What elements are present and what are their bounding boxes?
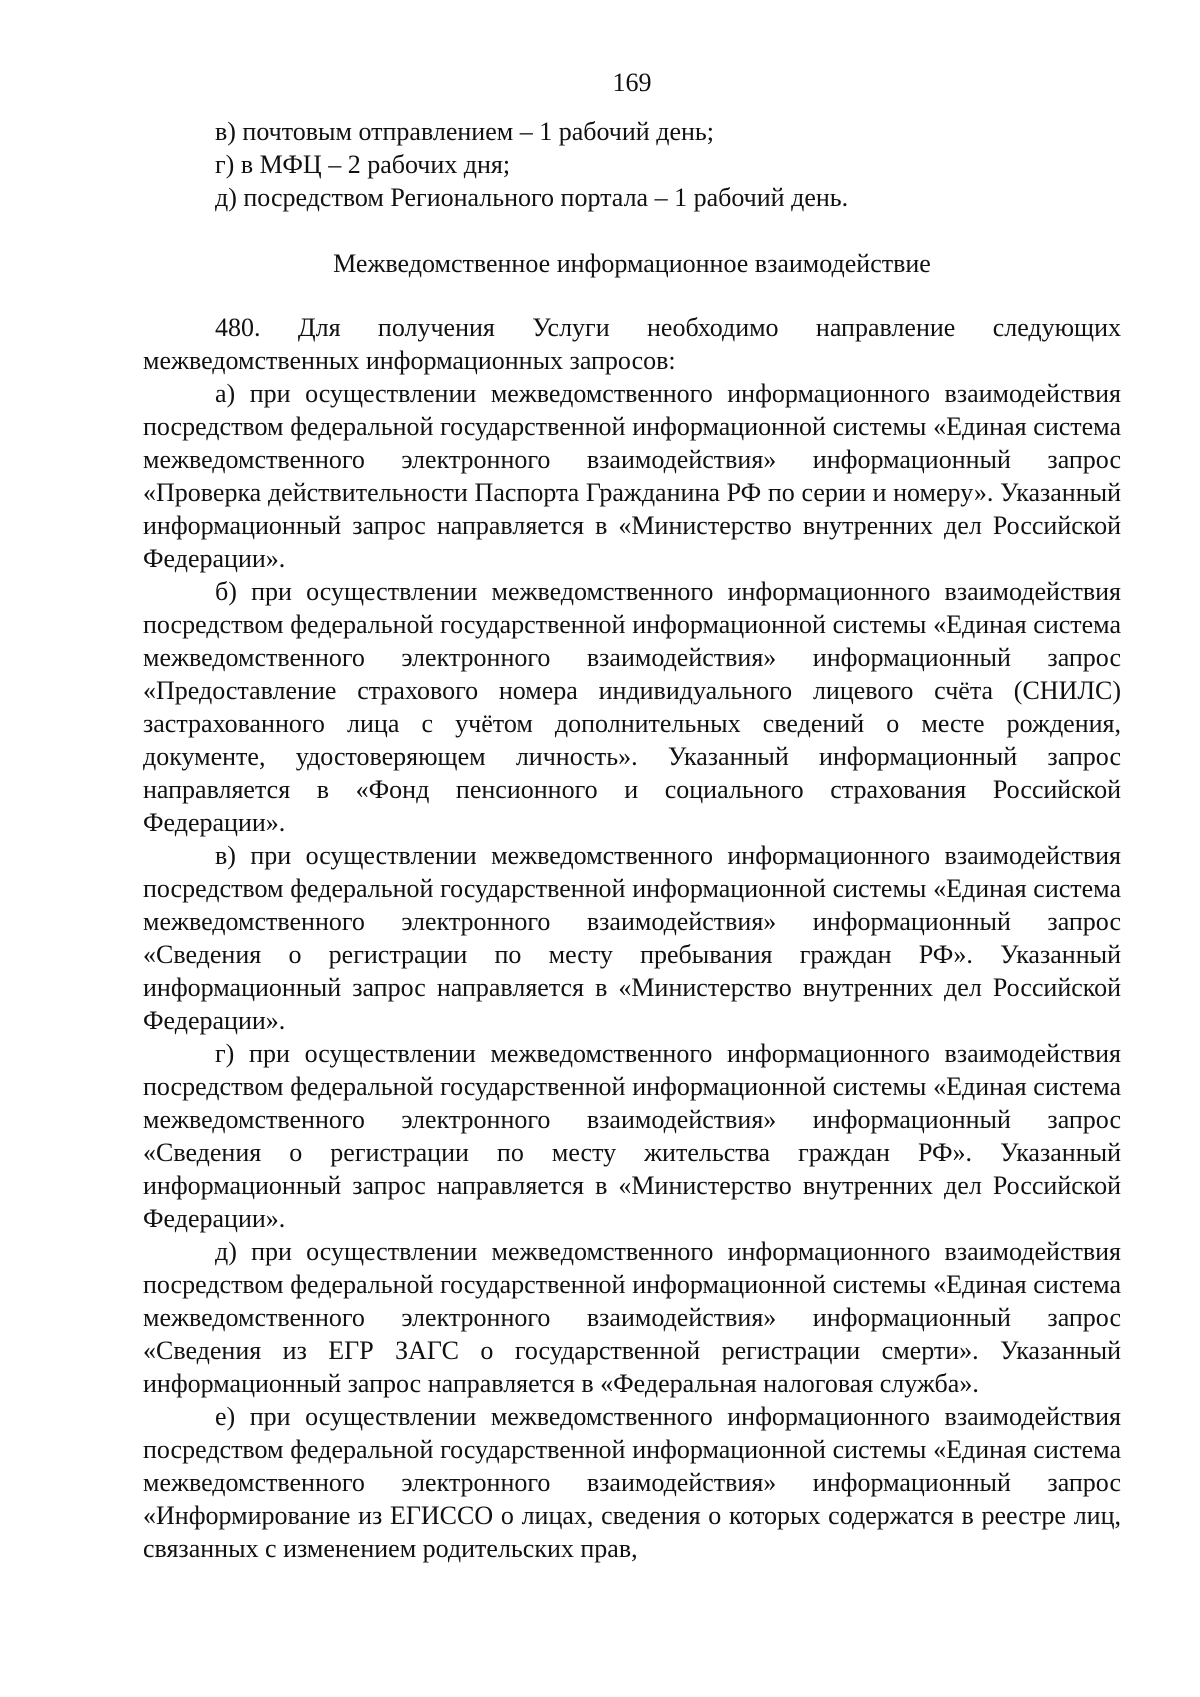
- delivery-terms-list: [215, 115, 1115, 214]
- delivery-term-item: в) почтовым отправлением – 1 рабочий день;: [215, 117, 714, 146]
- paragraph-item-d: д) при осуществлении межведомственного информационного взаимодействия посредством федеральной государственной информационной системы «Единая система межведомственного электронного взаимодействия» информационный запрос «Сведения из ЕГР ЗАГС о государственной регистрации смерти». Указанный информационный запрос направляется в «Федеральная налоговая служба».: [143, 1237, 1121, 1398]
- delivery-term-item: г) в МФЦ – 2 рабочих дня;: [215, 150, 511, 179]
- paragraph-item-v: в) при осуществлении межведомственного информационного взаимодействия посредством федеральной государственной информационной системы «Единая система межведомственного электронного взаимодействия» информационный запрос «Сведения о регистрации по месту пребывания граждан РФ». Указанный информационный запрос направляется в «Министерство внутренних дел Российской Федерации».: [143, 841, 1121, 1035]
- paragraph-item-g: г) при осуществлении межведомственного информационного взаимодействия посредством федеральной государственной информационной системы «Единая система межведомственного электронного взаимодействия» информационный запрос «Сведения о регистрации по месту жительства граждан РФ». Указанный информационный запрос направляется в «Министерство внутренних дел Российской Федерации».: [143, 1039, 1121, 1233]
- paragraph-item-b: б) при осуществлении межведомственного информационного взаимодействия посредством федеральной государственной информационной системы «Единая система межведомственного электронного взаимодействия» информационный запрос «Предоставление страхового номера индивидуального лицевого счёта (СНИЛС) застрахованного лица с учётом дополнительных сведений о месте рождения, документе, удостоверяющем личность». Указанный информационный запрос направляется в «Фонд пенсионного и социального страхования Российской Федерации».: [143, 577, 1121, 837]
- paragraph-item-e: е) при осуществлении межведомственного информационного взаимодействия посредством федеральной государственной информационной системы «Единая система межведомственного электронного взаимодействия» информационный запрос «Информирование из ЕГИССО о лицах, сведения о которых содержатся в реестре лиц, связанных с изменением родительских прав,: [143, 1402, 1121, 1563]
- section-heading: Межведомственное информационное взаимодействие: [333, 249, 931, 278]
- delivery-term-item: д) посредством Регионального портала – 1 рабочий день.: [215, 183, 849, 212]
- paragraph-480: 480. Для получения Услуги необходимо направление следующих межведомственных информационных запросов:: [143, 313, 1121, 375]
- page-number: 169: [612, 68, 652, 97]
- document-body: [143, 311, 1121, 1565]
- paragraph-item-a: а) при осуществлении межведомственного информационного взаимодействия посредством федеральной государственной информационной системы «Единая система межведомственного электронного взаимодействия» информационный запрос «Проверка действительности Паспорта Гражданина РФ по серии и номеру». Указанный информационный запрос направляется в «Министерство внутренних дел Российской Федерации».: [143, 379, 1121, 573]
